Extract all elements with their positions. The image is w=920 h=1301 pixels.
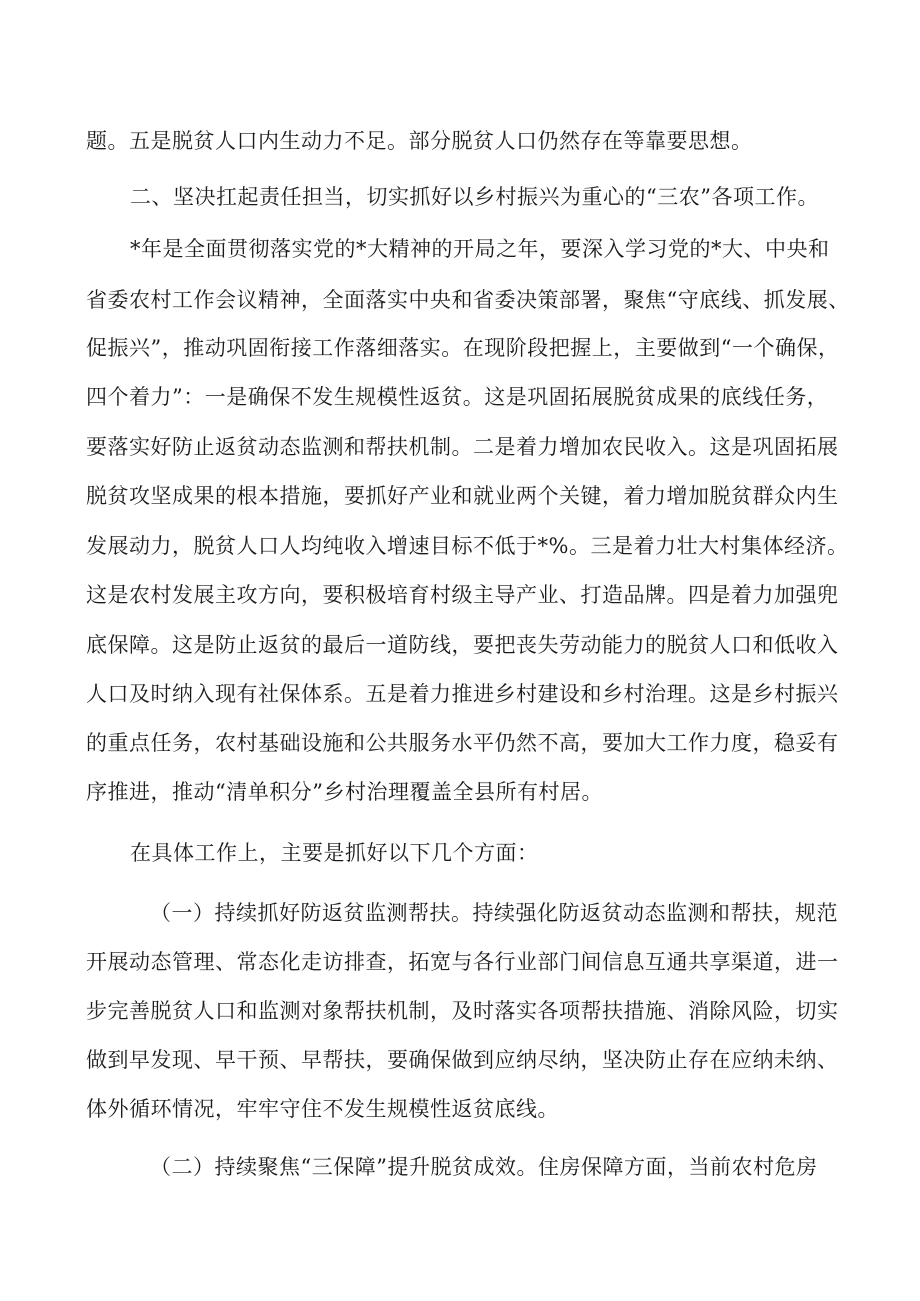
text-line: 在具体工作上，主要是抓好以下几个方面： xyxy=(130,841,539,865)
text-line: 序推进，推动“清单积分”乡村治理覆盖全县所有村居。 xyxy=(86,780,603,804)
text-line: 四个着力”：一是确保不发生规模性返贫。这是巩固拓展脱贫成果的底线任务， xyxy=(86,385,829,409)
text-line: *年是全面贯彻落实党的*大精神的开局之年，要深入学习党的*大、中央和 xyxy=(130,237,830,261)
subsection-line: （一）持续抓好防返贫监测帮扶。持续强化防返贫动态监测和帮扶，规范 xyxy=(150,901,838,925)
text-line: 题。五是脱贫人口内生动力不足。部分脱贫人口仍然存在等靠要思想。 xyxy=(86,129,753,153)
text-line: 发展动力，脱贫人口人均纯收入增速目标不低于*%。三是着力壮大村集体经济。 xyxy=(86,534,849,558)
text-line: 脱贫攻坚成果的根本措施，要抓好产业和就业两个关键，着力增加脱贫群众内生 xyxy=(86,484,839,508)
text-line: 省委农村工作会议精神，全面落实中央和省委决策部署，聚焦“守底线、抓发展、 xyxy=(86,288,850,312)
text-line: 底保障。这是防止返贫的最后一道防线，要把丧失劳动能力的脱贫人口和低收入 xyxy=(86,633,839,657)
text-line: 体外循环情况，牢牢守住不发生规模性返贫底线。 xyxy=(86,1097,559,1121)
text-line: 的重点任务，农村基础设施和公共服务水平仍然不高，要加大工作力度，稳妥有 xyxy=(86,731,839,755)
text-line: 促振兴”，推动巩固衔接工作落细落实。在现阶段把握上，主要做到“一个确保， xyxy=(86,336,840,360)
text-line: 开展动态管理、常态化走访排查，拓宽与各行业部门间信息互通共享渠道，进一 xyxy=(86,950,839,974)
subsection-line: （二）持续聚焦“三保障”提升脱贫成效。住房保障方面，当前农村危房 xyxy=(150,1155,818,1179)
text-line: 这是农村发展主攻方向，要积极培育村级主导产业、打造品牌。四是着力加强兜 xyxy=(86,583,839,607)
text-line: 做到早发现、早干预、早帮扶，要确保做到应纳尽纳，坚决防止存在应纳未纳、 xyxy=(86,1048,839,1072)
text-line: 要落实好防止返贫动态监测和帮扶机制。二是着力增加农民收入。这是巩固拓展 xyxy=(86,435,839,459)
text-line: 人口及时纳入现有社保体系。五是着力推进乡村建设和乡村治理。这是乡村振兴 xyxy=(86,682,839,706)
text-line: 步完善脱贫人口和监测对象帮扶机制，及时落实各项帮扶措施、消除风险，切实 xyxy=(86,999,839,1023)
section-heading: 二、坚决扛起责任担当，切实抓好以乡村振兴为重心的“三农”各项工作。 xyxy=(130,185,819,209)
